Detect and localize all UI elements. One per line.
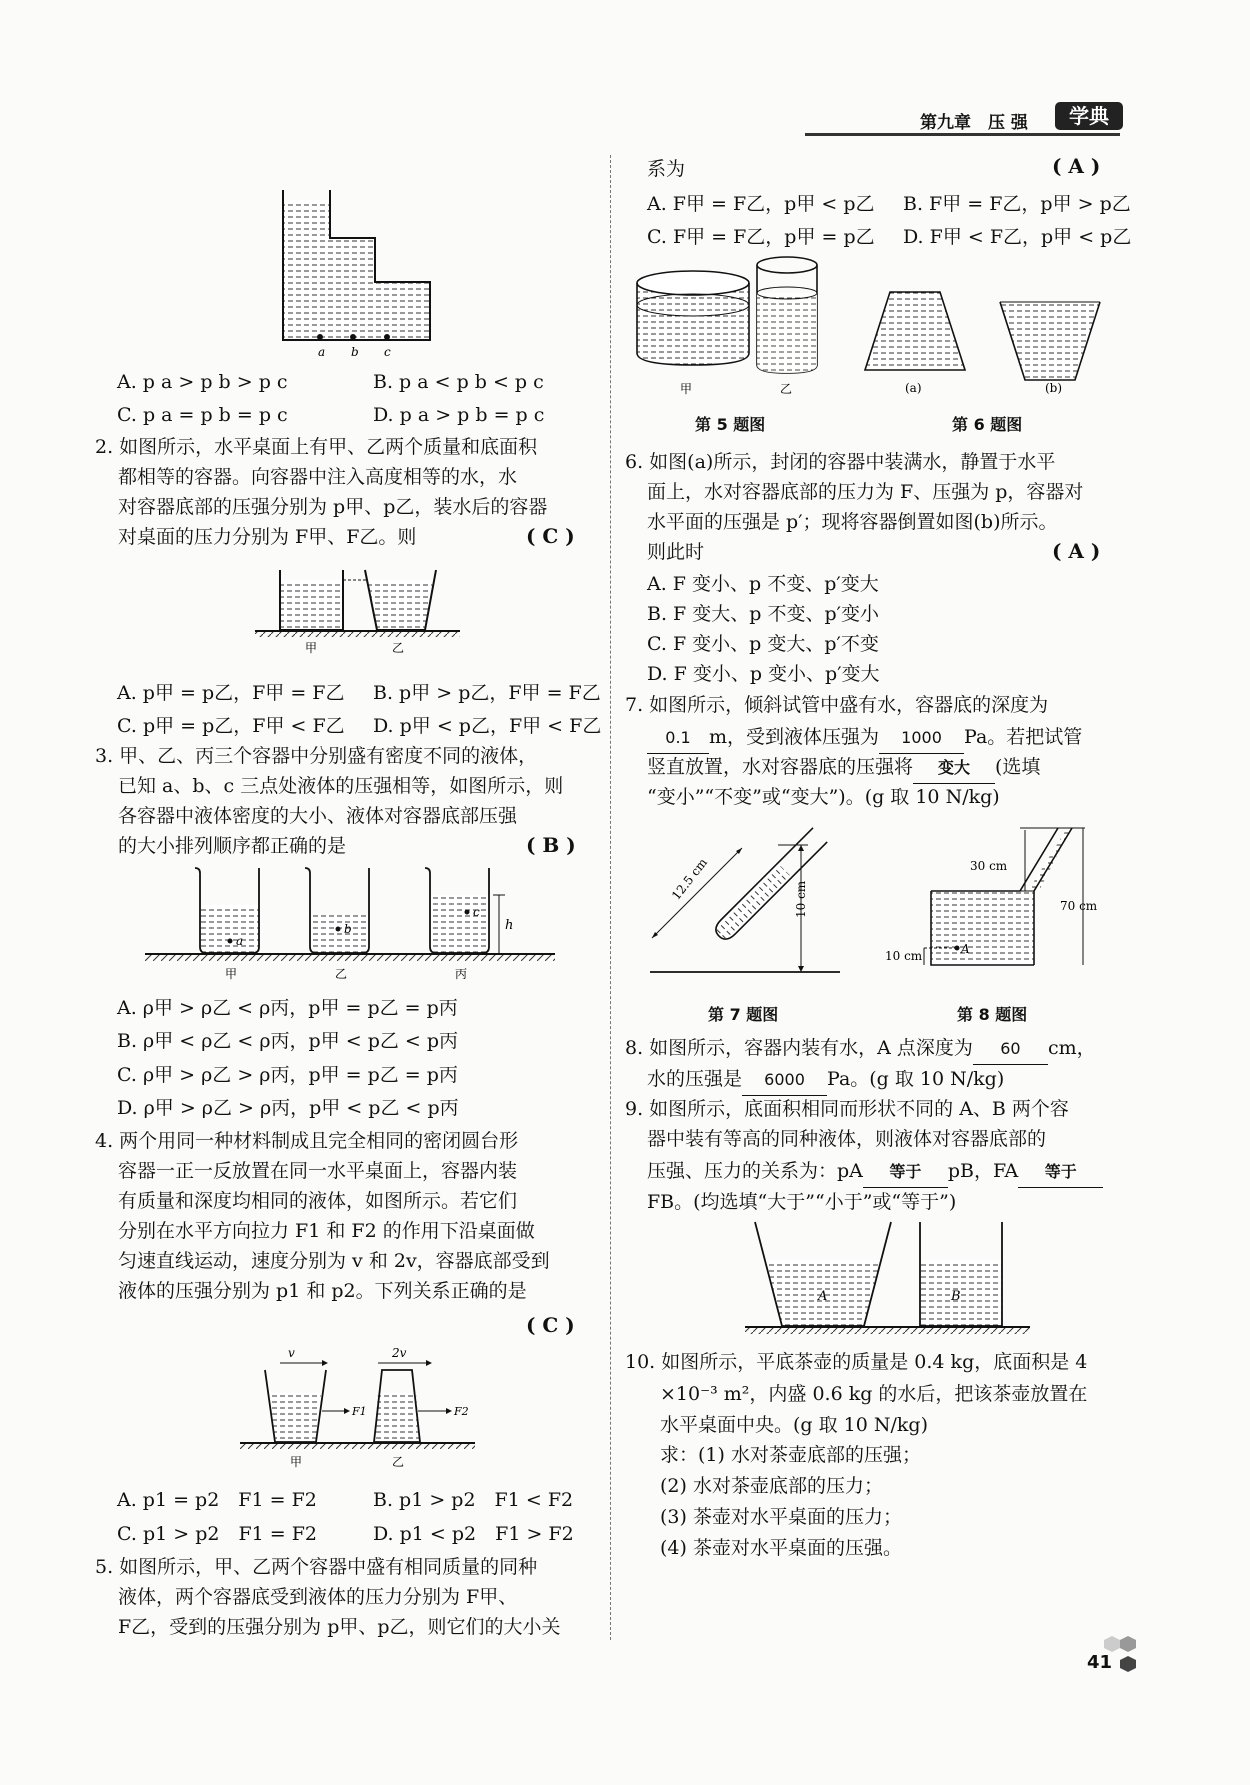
q2-option-c: C. p甲 = p乙，F甲 < F乙 bbox=[117, 715, 345, 737]
q4-option-c: C. p1 > p2 F1 = F2 bbox=[117, 1523, 317, 1545]
q9-stem-line-2: 器中装有等高的同种液体，则液体对容器底部的 bbox=[647, 1128, 1047, 1150]
q3-label-bing: 丙 bbox=[455, 967, 468, 981]
q7-label-height: 10 cm bbox=[794, 880, 808, 918]
q4-option-d: D. p1 < p2 F1 > F2 bbox=[373, 1523, 574, 1545]
q9-stem-line-1: 9. 如图所示，底面积相同而形状不同的 A、B 两个容 bbox=[625, 1098, 1069, 1120]
q6-answer: ( A ) bbox=[1052, 539, 1101, 563]
q1-option-b: B. p a < p b < p c bbox=[373, 371, 544, 393]
q7-stem-line-4: “变小”“不变”或“变大”)。(g 取 10 N/kg) bbox=[647, 786, 1000, 808]
q7-text-vertical: 竖直放置，水对容器底的压强将 bbox=[647, 756, 914, 778]
q7-stem-line-1 bbox=[625, 690, 1048, 720]
q3-label-c: c bbox=[473, 905, 480, 919]
q4-stem-line-6: 液体的压强分别为 p1 和 p2。下列关系正确的是 bbox=[118, 1280, 527, 1302]
q3-stem-line-1: 3. 甲、乙、丙三个容器中分别盛有密度不同的液体， bbox=[95, 745, 538, 767]
q5-option-a: A. F甲 = F乙，p甲 < p乙 bbox=[647, 193, 875, 215]
q7-text-select: (选填 bbox=[995, 756, 1041, 778]
q8-label-30: 30 cm bbox=[970, 859, 1008, 873]
q3-figure bbox=[145, 865, 555, 985]
q5-label-yi: 乙 bbox=[780, 382, 793, 396]
q10-stem-line-2: ×10⁻³ m²，内盛 0.6 kg 的水后，把该茶壶放置在 bbox=[660, 1383, 1088, 1405]
q10-stem-line-3: 水平桌面中央。(g 取 10 N/kg) bbox=[660, 1414, 928, 1436]
q4-label-v: v bbox=[288, 1346, 295, 1360]
q1-point-a bbox=[317, 334, 323, 340]
q10-stem-line-5: (2) 水对茶壶底部的压力； bbox=[660, 1475, 883, 1497]
q4-option-a: A. p1 = p2 F1 = F2 bbox=[117, 1489, 317, 1511]
q6-stem-line-1: 6. 如图(a)所示，封闭的容器中装满水，静置于水平 bbox=[625, 451, 1056, 473]
q5-label-jia: 甲 bbox=[680, 382, 693, 396]
q1-option-d: D. p a > p b = p c bbox=[373, 404, 545, 426]
q8-stem-line-1 bbox=[625, 1033, 1096, 1065]
q4-label-f1: F1 bbox=[352, 1405, 367, 1418]
q4-answer: ( C ) bbox=[526, 1313, 575, 1337]
q4-label-2v: 2v bbox=[392, 1346, 407, 1360]
q5-caption: 第 5 题图 bbox=[695, 415, 766, 434]
q10-stem-line-1: 10. 如图所示，平底茶壶的质量是 0.4 kg，底面积是 4 bbox=[625, 1351, 1088, 1373]
brand-logo: 学典 bbox=[1055, 102, 1123, 130]
q3-stem-line-4: 的大小排列顺序都正确的是 bbox=[118, 835, 347, 857]
q1-figure bbox=[280, 190, 440, 360]
q8-text-cm: cm， bbox=[1047, 1037, 1096, 1059]
q6-option-d: D. F 变小、p 变小、p′变大 bbox=[647, 663, 880, 685]
page-header bbox=[805, 100, 1120, 136]
q7-figure bbox=[650, 815, 850, 980]
column-divider bbox=[610, 155, 611, 1640]
q10-stem-line-4: 求：(1) 水对茶壶底部的压强； bbox=[660, 1444, 921, 1466]
q5-figure bbox=[635, 253, 825, 403]
q4-stem-line-2: 容器一正一反放置在同一水平桌面上，容器内装 bbox=[118, 1160, 518, 1182]
q4-stem-line-5: 匀速直线运动，速度分别为 v 和 2v，容器底部受到 bbox=[118, 1250, 550, 1272]
q7-blank-change: 变大 bbox=[913, 753, 995, 784]
q6-stem-line-3: 水平面的压强是 p′；现将容器倒置如图(b)所示。 bbox=[647, 511, 1058, 533]
q2-stem-line-1: 2. 如图所示，水平桌面上有甲、乙两个质量和底面积 bbox=[95, 436, 538, 458]
q7-stem-line-3 bbox=[647, 752, 1040, 784]
q1-label-b: b bbox=[351, 345, 359, 359]
q3-label-h: h bbox=[505, 918, 514, 933]
q4-stem-line-3: 有质量和深度均相同的液体，如图所示。若它们 bbox=[118, 1190, 518, 1212]
q5-answer: ( A ) bbox=[1052, 154, 1101, 178]
q3-stem-line-3: 各容器中液体密度的大小、液体对容器底部压强 bbox=[118, 805, 518, 827]
q8-blank-pressure: 6000 bbox=[742, 1065, 827, 1096]
q6-caption: 第 6 题图 bbox=[952, 415, 1023, 434]
q2-label-yi: 乙 bbox=[392, 641, 405, 655]
q1-point-b bbox=[350, 334, 356, 340]
q9-blank-force: 等于 bbox=[1018, 1157, 1103, 1188]
q4-label-f2: F2 bbox=[454, 1405, 469, 1418]
q4-label-jia: 甲 bbox=[290, 1455, 303, 1469]
q3-answer: ( B ) bbox=[526, 833, 576, 857]
q5-stem-line-3: F乙，受到的压强分别为 p甲、p乙，则它们的大小关 bbox=[118, 1616, 561, 1638]
q7-label-slant: 12.5 cm bbox=[669, 855, 710, 903]
q7-text-pa: Pa。若把试管 bbox=[964, 726, 1083, 748]
q5-stem-line-4: 系为 bbox=[647, 158, 686, 180]
q8-blank-depth: 60 bbox=[973, 1034, 1048, 1065]
q8-stem-line-2 bbox=[647, 1064, 1004, 1096]
q3-option-b: B. ρ甲 < ρ乙 < ρ丙，p甲 < p乙 < p丙 bbox=[117, 1030, 459, 1052]
q3-label-a: a bbox=[236, 934, 244, 948]
q1-label-a: a bbox=[318, 345, 326, 359]
q3-label-jia: 甲 bbox=[225, 967, 238, 981]
q7-stem-line-2 bbox=[647, 722, 1082, 754]
q6-stem-line-4: 则此时 bbox=[647, 541, 705, 563]
q8-figure bbox=[880, 818, 1100, 978]
q5-option-b: B. F甲 = F乙，p甲 > p乙 bbox=[903, 193, 1131, 215]
q2-stem-line-2: 都相等的容器。向容器中注入高度相等的水，水 bbox=[118, 466, 518, 488]
q3-label-b: b bbox=[344, 922, 352, 936]
q5-option-c: C. F甲 = F乙，p甲 = p乙 bbox=[647, 226, 875, 248]
q8-label-a: A bbox=[961, 942, 970, 956]
q1-option-a: A. p a > p b > p c bbox=[117, 371, 288, 393]
q7-text-unit: m，受到液体压强为 bbox=[709, 726, 880, 748]
q9-text-lead: 压强、压力的关系为：pA bbox=[647, 1160, 863, 1182]
q6-option-b: B. F 变大、p 不变、p′变小 bbox=[647, 603, 879, 625]
q4-stem-line-4: 分别在水平方向拉力 F1 和 F2 的作用下沿桌面做 bbox=[118, 1220, 535, 1242]
q8-caption: 第 8 题图 bbox=[957, 1005, 1028, 1024]
q8-label-10: 10 cm bbox=[885, 949, 923, 963]
q8-text-lead: 8. 如图所示，容器内装有水，A 点深度为 bbox=[625, 1037, 973, 1059]
q2-figure bbox=[255, 570, 465, 655]
q9-label-a: A bbox=[818, 1289, 828, 1304]
q1-option-c: C. p a = p b = p c bbox=[117, 404, 288, 426]
q3-stem-line-2: 已知 a、b、c 三点处液体的压强相等，如图所示，则 bbox=[118, 775, 564, 797]
q3-option-a: A. ρ甲 > ρ乙 < ρ丙，p甲 = p乙 = p丙 bbox=[117, 997, 458, 1019]
q3-label-yi: 乙 bbox=[335, 967, 348, 981]
q6-label-b: (b) bbox=[1045, 381, 1063, 395]
q7-caption: 第 7 题图 bbox=[708, 1005, 779, 1024]
q1-label-c: c bbox=[384, 345, 391, 359]
q1-point-c bbox=[384, 334, 390, 340]
q6-stem-line-2: 面上，水对容器底部的压力为 F、压强为 p，容器对 bbox=[647, 481, 1084, 503]
q7-blank-pressure: 1000 bbox=[879, 723, 964, 754]
q7-blank-depth: 0.1 bbox=[647, 723, 709, 754]
q8-label-70: 70 cm bbox=[1060, 899, 1098, 913]
q6-label-a: (a) bbox=[905, 381, 922, 395]
q9-stem-line-3 bbox=[647, 1156, 1103, 1188]
q3-option-c: C. ρ甲 > ρ乙 > ρ丙，p甲 = p乙 = p丙 bbox=[117, 1064, 458, 1086]
q2-option-a: A. p甲 = p乙，F甲 = F乙 bbox=[117, 682, 345, 704]
q9-stem-line-4: FB。(均选填“大于”“小于”或“等于”) bbox=[647, 1191, 957, 1213]
q2-label-jia: 甲 bbox=[305, 641, 318, 655]
q6-figure bbox=[865, 290, 1095, 400]
q5-stem-line-1: 5. 如图所示，甲、乙两个容器中盛有相同质量的同种 bbox=[95, 1556, 538, 1578]
q8-text-pressure: 水的压强是 bbox=[647, 1068, 743, 1090]
q10-stem-line-6: (3) 茶壶对水平桌面的压力； bbox=[660, 1506, 902, 1528]
q7-lead-text: 7. 如图所示，倾斜试管中盛有水，容器底的深度为 bbox=[625, 694, 1049, 716]
q4-label-yi: 乙 bbox=[392, 1455, 405, 1469]
q2-option-d: D. p甲 < p乙，F甲 < F乙 bbox=[373, 715, 602, 737]
q10-stem-line-7: (4) 茶壶对水平桌面的压强。 bbox=[660, 1537, 902, 1559]
q4-stem-line-1: 4. 两个用同一种材料制成且完全相同的密闭圆台形 bbox=[95, 1130, 519, 1152]
q2-stem-line-4: 对桌面的压力分别为 F甲、F乙。则 bbox=[118, 526, 417, 548]
chapter-title: 第九章 压 强 bbox=[920, 113, 1028, 133]
q9-label-b: B bbox=[951, 1289, 961, 1304]
q6-option-c: C. F 变小、p 变大、p′不变 bbox=[647, 633, 879, 655]
q5-stem-line-2: 液体，两个容器底受到液体的压力分别为 F甲、 bbox=[118, 1586, 518, 1608]
q2-stem-line-3: 对容器底部的压强分别为 p甲、p乙，装水后的容器 bbox=[118, 496, 548, 518]
q2-answer: ( C ) bbox=[526, 524, 575, 548]
q5-option-d: D. F甲 < F乙，p甲 < p乙 bbox=[903, 226, 1132, 248]
q9-blank-pressure: 等于 bbox=[863, 1157, 948, 1188]
q6-option-a: A. F 变小、p 不变、p′变大 bbox=[647, 573, 879, 595]
page-number: 41 bbox=[1087, 1652, 1113, 1673]
q9-text-mid: pB，FA bbox=[947, 1160, 1019, 1182]
q8-text-pa: Pa。(g 取 10 N/kg) bbox=[827, 1068, 1005, 1090]
q4-option-b: B. p1 > p2 F1 < F2 bbox=[373, 1489, 574, 1511]
q9-figure bbox=[745, 1220, 1035, 1340]
q3-option-d: D. ρ甲 > ρ乙 > ρ丙，p甲 < p乙 < p丙 bbox=[117, 1097, 459, 1119]
q2-option-b: B. p甲 > p乙，F甲 = F乙 bbox=[373, 682, 601, 704]
q4-figure bbox=[240, 1345, 480, 1470]
